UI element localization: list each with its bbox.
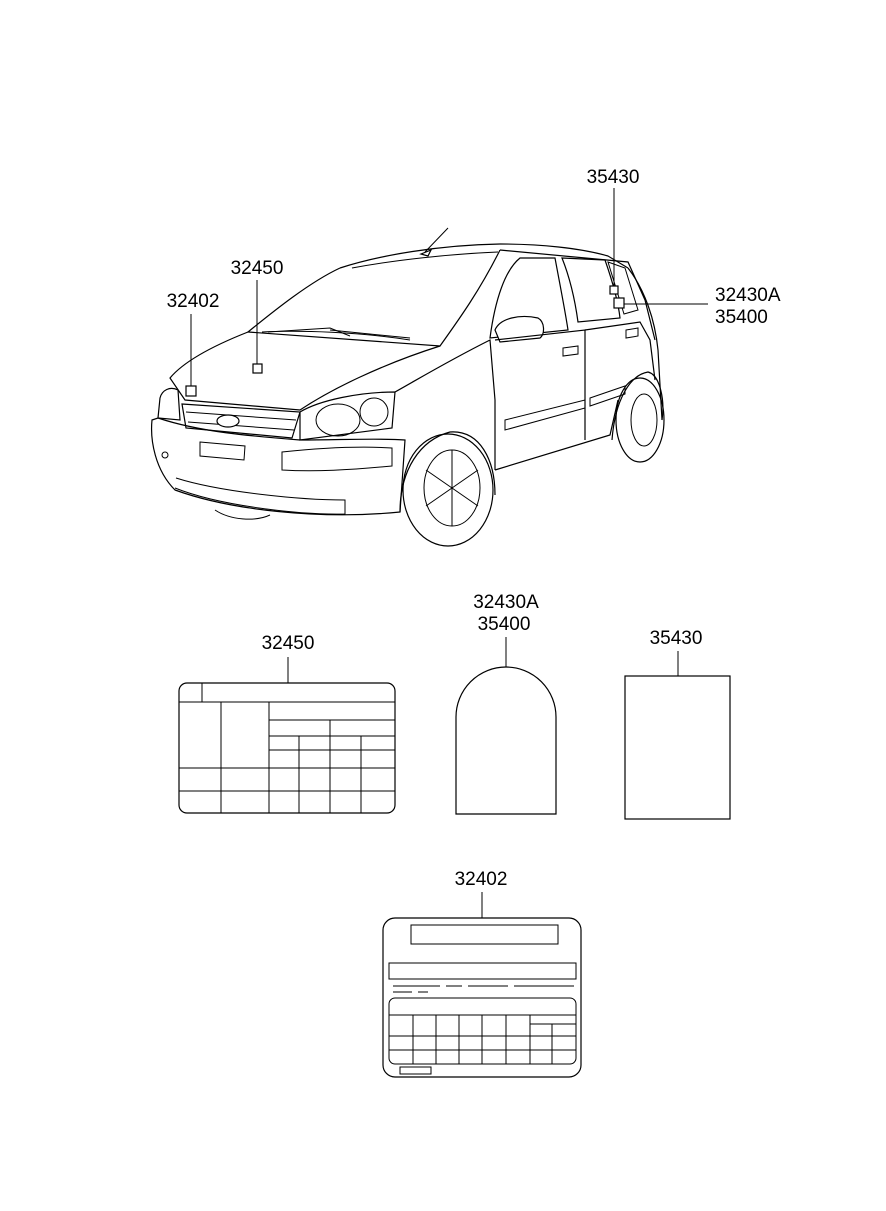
label-32430a-number: 32430A [473,592,539,613]
label-32450-number: 32450 [261,633,315,654]
callout-32450: 32450 [230,258,284,279]
callout-32430a: 32430A [715,285,781,306]
car-illustration [152,188,708,546]
callout-32402: 32402 [166,291,220,312]
label-32402-number: 32402 [454,869,508,890]
label-35430-number: 35430 [649,628,703,649]
label-32450-drawing [179,657,395,813]
callout-35430: 35430 [586,167,640,188]
callout-35400: 35400 [715,307,768,328]
label-35400-number: 35400 [477,614,531,635]
label-32402-drawing [383,892,581,1077]
label-32430a-drawing [456,637,556,814]
label-35430-drawing [625,651,730,819]
